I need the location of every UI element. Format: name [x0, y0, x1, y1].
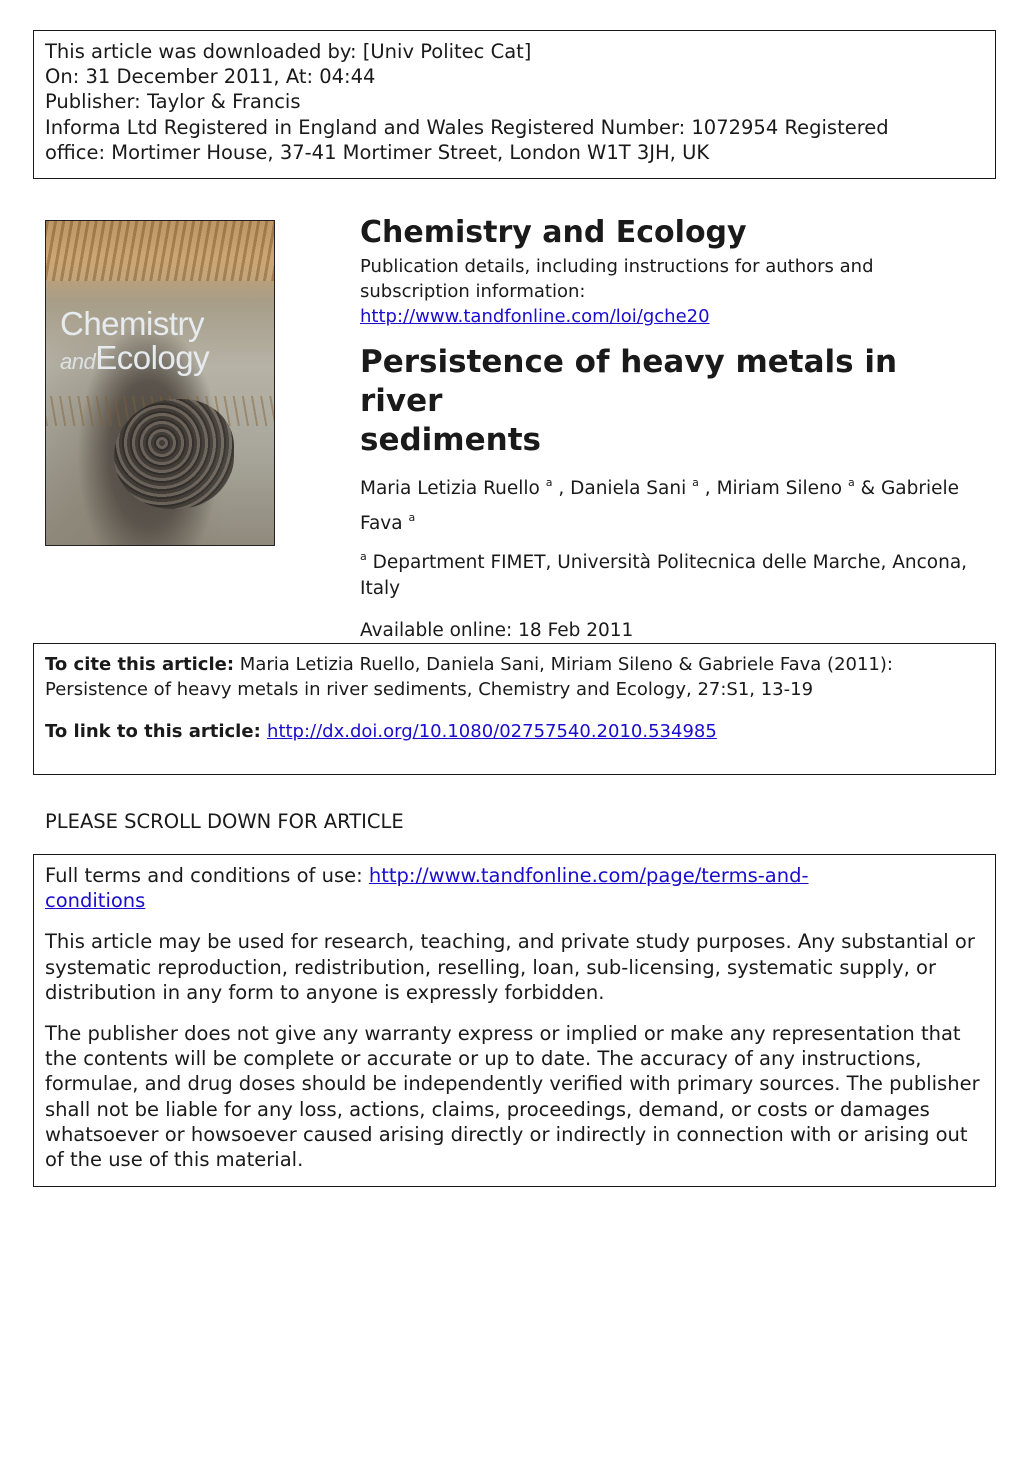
affiliation: [360, 544, 985, 602]
affiliation-mark: a: [360, 550, 367, 563]
cover-grass-texture: [46, 221, 274, 281]
author-name: Daniela Sani: [570, 478, 687, 499]
journal-name: Chemistry and Ecology: [360, 215, 747, 250]
terms-paragraph: This article may be used for research, teaching, and private study purposes. Any substantial or systematic reproduction, redistribution, reselling, loan, sub-licensing, systematic supply, or distribution in any form to anyone is expressly forbidden.: [45, 930, 975, 1004]
author-affiliation-mark: a: [545, 476, 553, 489]
available-online-date: Available online: 18 Feb 2011: [360, 620, 634, 641]
cover-title-line1: Chemistry: [60, 305, 205, 342]
terms-paragraph: The publisher does not give any warranty express or implied or make any representation that the contents will be complete or accurate or up to date. The accuracy of any instructions, formulae, and drug doses should be independently verified with primary sources. The publisher shall not be liable for any loss, actions, claims, proceedings, demand, or costs or damages whatsoever or howsoever caused arising directly or indirectly in connection with or arising out of the use of this material.: [45, 1022, 980, 1172]
journal-cover-image: [45, 220, 275, 546]
affiliation-text: Department FIMET, Università Politecnica delle Marche, Ancona,: [366, 552, 968, 573]
cite-text: Maria Letizia Ruello, Daniela Sani, Miriam Sileno & Gabriele Fava (2011):: [234, 654, 893, 675]
article-title-line: sediments: [360, 422, 541, 458]
download-notice-box: [33, 30, 996, 179]
author-line: [360, 503, 985, 538]
author-separator: ,: [552, 478, 571, 499]
cover-bird-illustration: [114, 399, 234, 509]
author-affiliation-mark: a: [692, 476, 699, 489]
author-separator: ,: [698, 478, 717, 499]
author-name: Fava: [360, 513, 403, 534]
author-line: [360, 468, 985, 503]
author-affiliation-mark: a: [408, 511, 416, 524]
publication-details-line: Publication details, including instructions for authors and: [360, 256, 874, 277]
author-affiliation-mark: a: [848, 476, 855, 489]
article-title: [360, 343, 985, 460]
publication-details: [360, 254, 985, 329]
terms-url-text: http://www.tandfonline.com/page/terms-and-: [368, 864, 809, 887]
cover-title-line2: [60, 339, 209, 377]
download-notice-line: office: Mortimer House, 37-41 Mortimer Street, London W1T 3JH, UK: [45, 140, 710, 164]
author-list: [360, 468, 985, 538]
author-name: Miriam Sileno: [716, 478, 843, 499]
download-notice-line: Publisher: Taylor & Francis: [45, 90, 301, 114]
article-title-line: Persistence of heavy metals in river: [360, 344, 898, 419]
author-separator: &: [854, 478, 881, 499]
cover-title-ecology: Ecology: [95, 339, 210, 376]
publication-details-line: subscription information:: [360, 281, 586, 302]
scroll-notice: PLEASE SCROLL DOWN FOR ARTICLE: [45, 810, 404, 833]
download-notice-line: Informa Ltd Registered in England and Wales Registered Number: 1072954 Registered: [45, 115, 889, 139]
article-metadata: [360, 214, 985, 644]
download-notice-line: This article was downloaded by: [Univ Politec Cat]: [45, 40, 532, 63]
cite-label: To cite this article:: [45, 654, 235, 675]
terms-intro-text: Full terms and conditions of use:: [45, 864, 369, 887]
cite-text: Persistence of heavy metals in river sediments, Chemistry and Ecology, 27:S1, 13-19: [45, 679, 814, 700]
author-name: Gabriele: [880, 478, 960, 499]
terms-url-text: conditions: [45, 889, 146, 913]
affiliation-text: Italy: [360, 578, 401, 599]
doi-link[interactable]: http://dx.doi.org/10.1080/02757540.2010.534985: [267, 721, 717, 742]
terms-box: [33, 854, 996, 1187]
terms-intro-paragraph: [45, 863, 984, 913]
cover-title-and: and: [60, 349, 96, 374]
citation-box: [33, 643, 996, 775]
link-label: To link to this article:: [45, 721, 268, 742]
author-name: Maria Letizia Ruello: [360, 478, 540, 499]
download-notice-line: On: 31 December 2011, At: 04:44: [45, 65, 376, 89]
journal-url-link[interactable]: http://www.tandfonline.com/loi/gche20: [360, 306, 710, 327]
